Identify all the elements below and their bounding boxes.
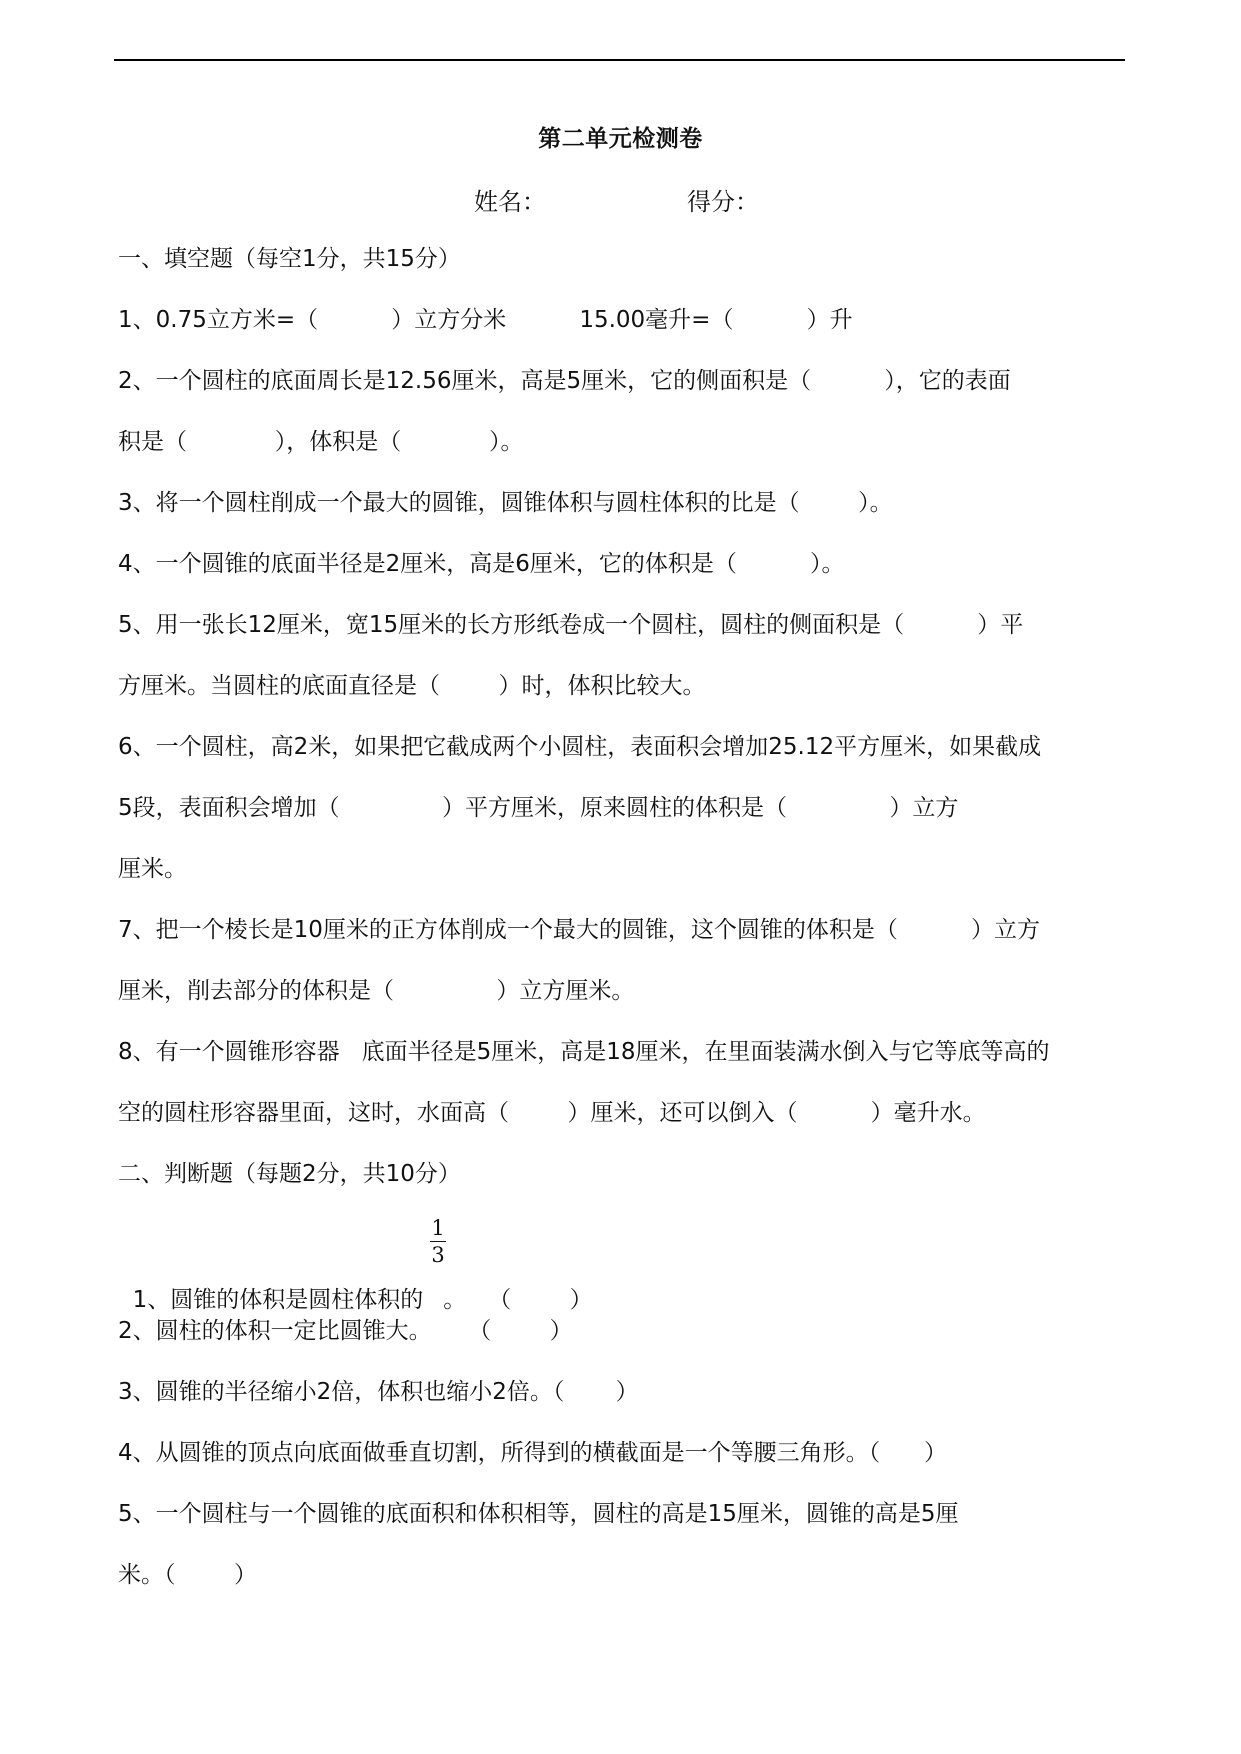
fill-question-5-line1: 5、用一张长12厘米，宽15厘米的长方形纸卷成一个圆柱，圆柱的侧面积是（ ）平 [118,612,1024,638]
fill-question-8-line2: 空的圆柱形容器里面，这时，水面高（ ）厘米，还可以倒入（ ）毫升水。 [118,1100,986,1126]
fill-question-3: 3、将一个圆柱削成一个最大的圆锥，圆锥体积与圆柱体积的比是（ ）。 [118,490,893,516]
fraction-bar [430,1241,446,1242]
fill-question-6-line3: 厘米。 [118,856,187,882]
fill-question-7-line2: 厘米，削去部分的体积是（ ）立方厘米。 [118,978,635,1004]
fraction-denominator: 3 [431,1243,445,1267]
fill-question-6-line2: 5段，表面积会增加（ ）平方厘米，原来圆柱的体积是（ ）立方 [118,795,959,821]
section1-heading: 一、填空题（每空1分，共15分） [118,246,461,272]
judge-question-2: 2、圆柱的体积一定比圆锥大。 （ ） [118,1318,573,1344]
fill-question-2-line1: 2、一个圆柱的底面周长是12.56厘米，高是5厘米，它的侧面积是（ ），它的表面 [118,368,1011,394]
fill-question-2-line2: 积是（ ），体积是（ ）。 [118,429,524,455]
fill-question-5-line2: 方厘米。当圆柱的底面直径是（ ）时，体积比较大。 [118,673,706,699]
judge-question-1 [118,1255,593,1313]
section2-heading: 二、判断题（每题2分，共10分） [118,1161,461,1187]
fill-question-8-line1: 8、有一个圆锥形容器 底面半径是5厘米，高是18厘米，在里面装满水倒入与它等底等高的 [118,1039,1050,1065]
page-title: 第二单元检测卷 [538,126,703,152]
fill-question-7-line1: 7、把一个棱长是10厘米的正方体削成一个最大的圆锥，这个圆锥的体积是（ ）立方 [118,917,1041,943]
name-label: 姓名： [474,188,546,216]
fraction-one-third [430,1217,446,1266]
judge-question-1-tail: 。 （ ） [443,1287,593,1313]
fraction-numerator: 1 [431,1216,445,1240]
fill-question-4: 4、一个圆锥的底面半径是2厘米，高是6厘米，它的体积是（ ）。 [118,551,845,577]
judge-question-5-line1: 5、一个圆柱与一个圆锥的底面积和体积相等，圆柱的高是15厘米，圆锥的高是5厘 [118,1501,959,1527]
header-rule [114,59,1125,61]
judge-question-5-line2: 米。（ ） [118,1562,257,1588]
score-label: 得分： [687,188,759,216]
fill-question-6-line1: 6、一个圆柱，高2米，如果把它截成两个小圆柱，表面积会增加25.12平方厘米，如果截成 [118,734,1042,760]
judge-question-1-text: 1、圆锥的体积是圆柱体积的 [132,1287,424,1313]
fill-question-1: 1、0.75立方米=（ ）立方分米 15.00毫升=（ ）升 [118,307,853,333]
judge-question-4: 4、从圆锥的顶点向底面做垂直切割，所得到的横截面是一个等腰三角形。（ ） [118,1440,947,1466]
judge-question-3: 3、圆锥的半径缩小2倍，体积也缩小2倍。（ ） [118,1379,639,1405]
